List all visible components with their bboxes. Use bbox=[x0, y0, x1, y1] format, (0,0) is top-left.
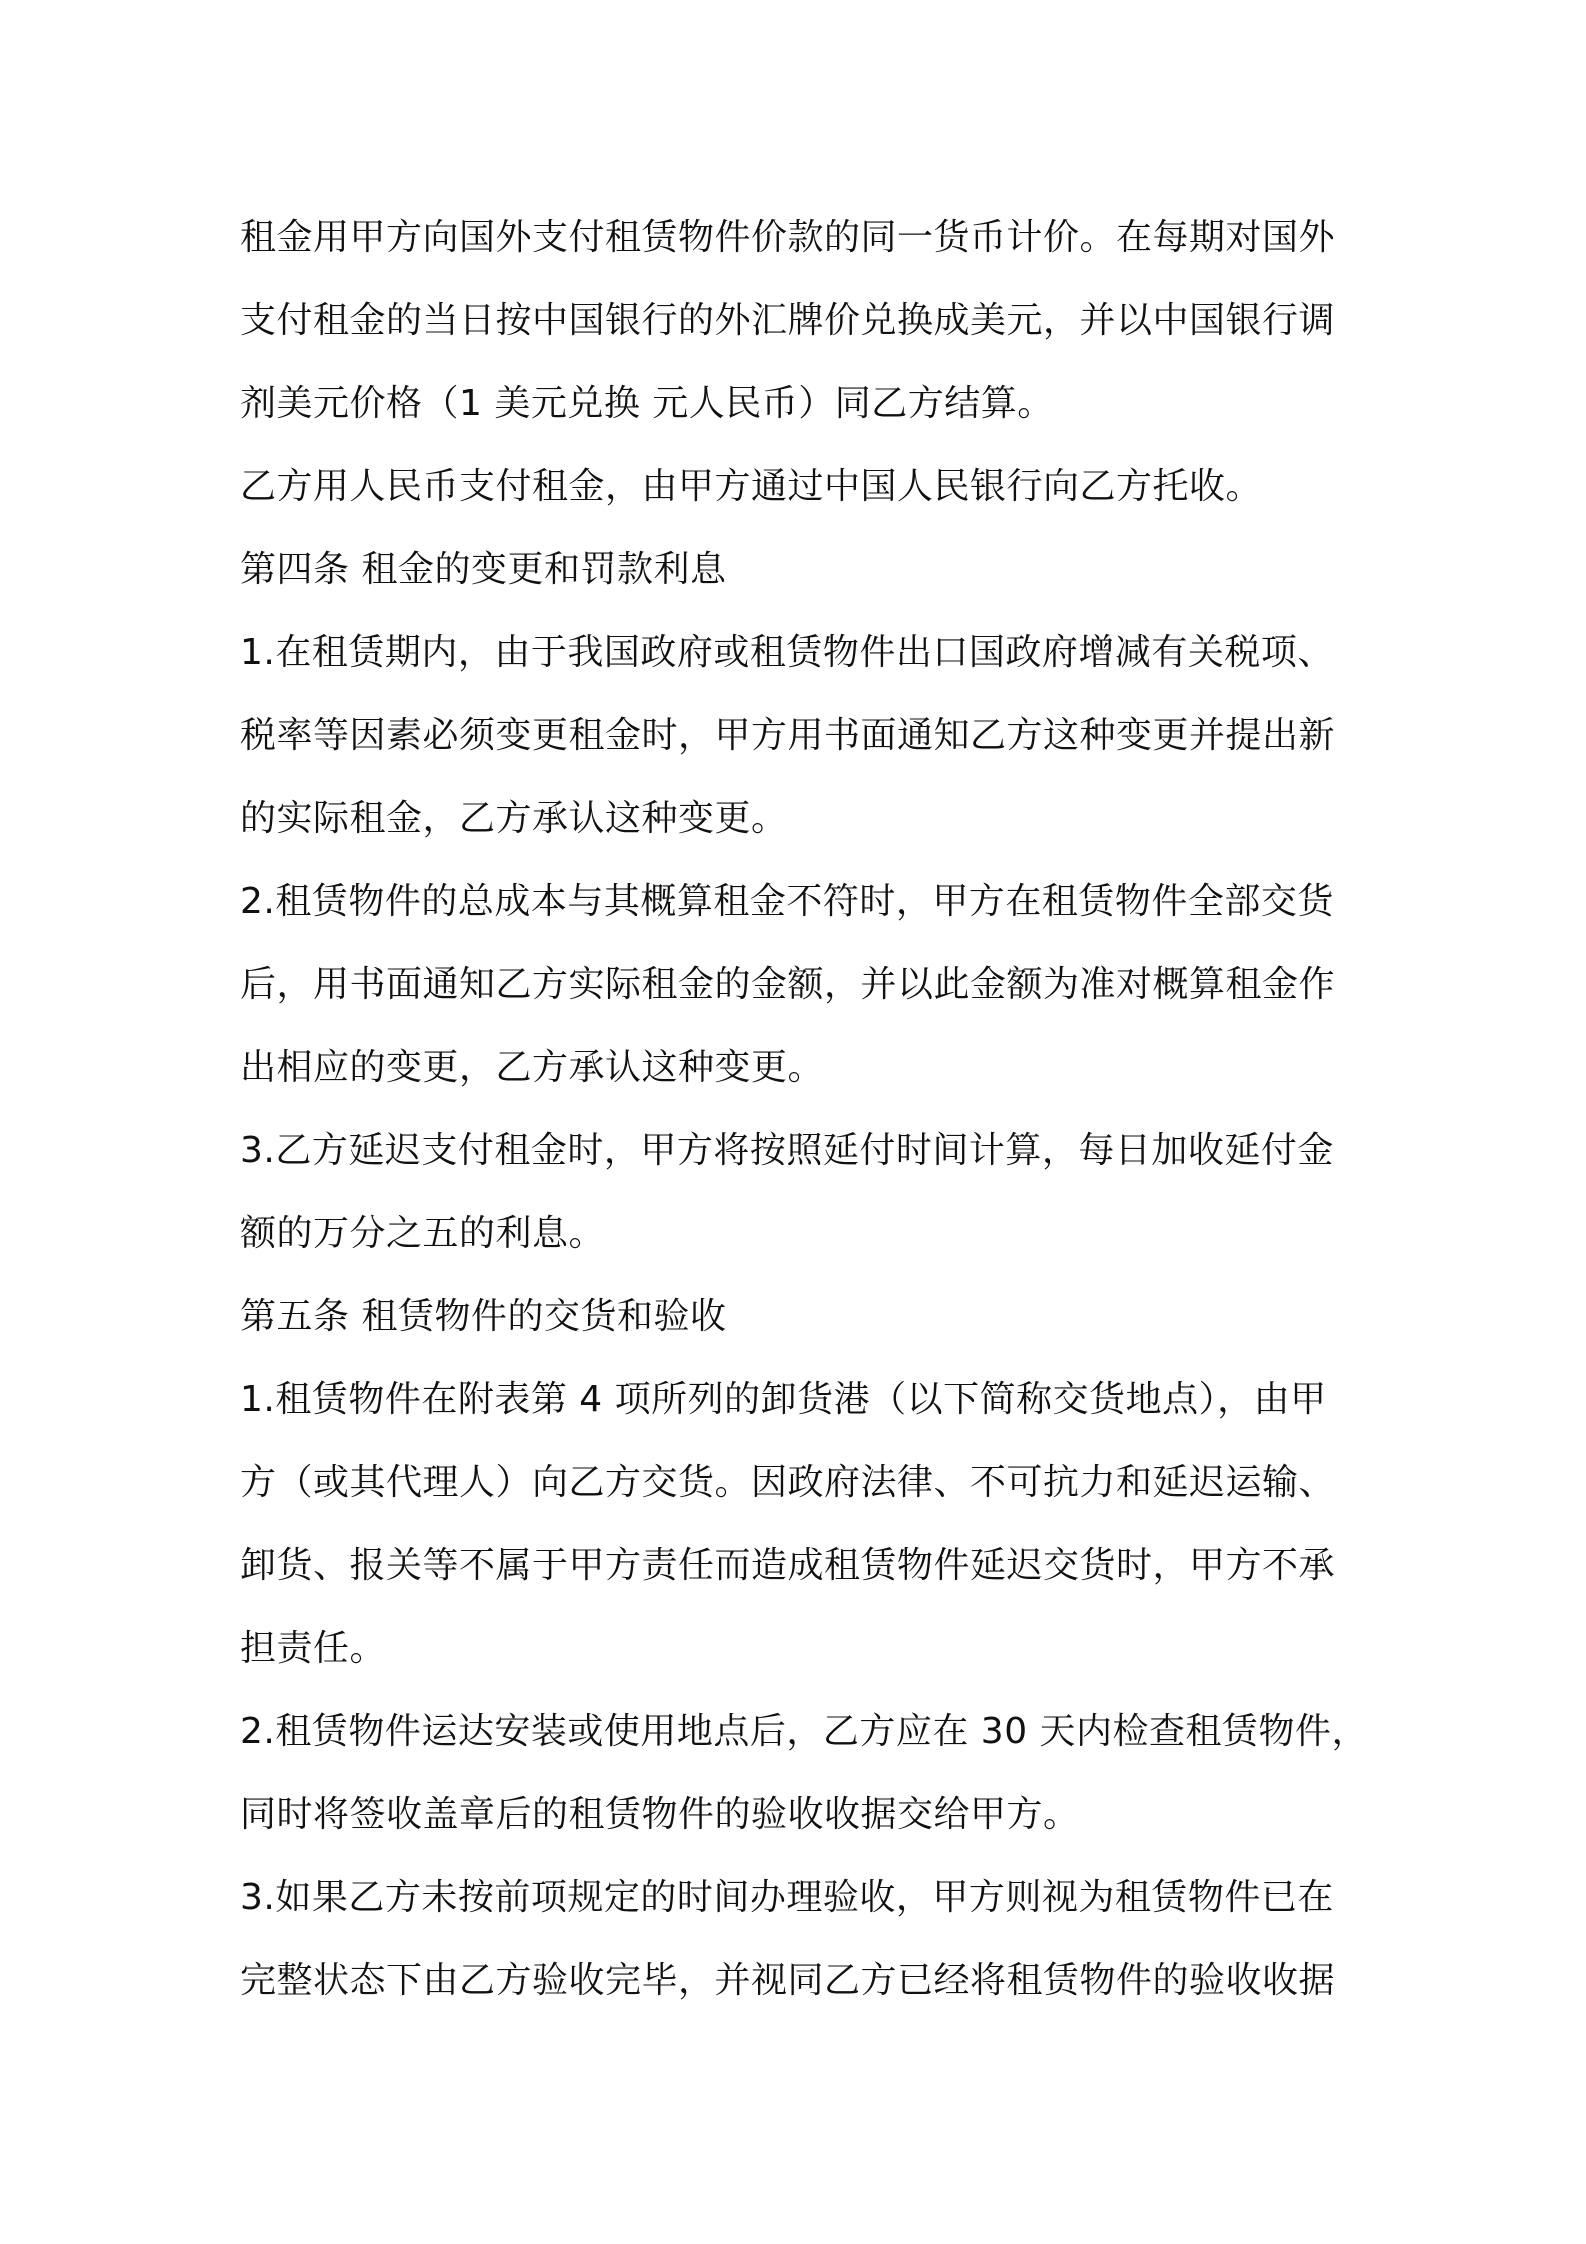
text-line: 3.乙方延迟支付租金时，甲方将按照延付时间计算，每日加收延付金 bbox=[240, 1130, 1334, 1171]
text-line: 的实际租金，乙方承认这种变更。 bbox=[240, 798, 788, 839]
text-line: 税率等因素必须变更租金时，甲方用书面通知乙方这种变更并提出新 bbox=[240, 715, 1336, 756]
text-line: 2.租赁物件的总成本与其概算租金不符时，甲方在租赁物件全部交货 bbox=[240, 881, 1334, 922]
text-line: 额的万分之五的利息。 bbox=[240, 1213, 606, 1254]
document-body bbox=[240, 196, 1369, 2022]
text-line: 完整状态下由乙方验收完毕，并视同乙方已经将租赁物件的验收收据 bbox=[240, 1960, 1336, 2001]
text-line: 同时将签收盖章后的租赁物件的验收收据交给甲方。 bbox=[240, 1794, 1080, 1835]
text-line: 2.租赁物件运达安装或使用地点后，乙方应在 30 天内检查租赁物件， bbox=[240, 1711, 1369, 1752]
text-line: 1.在租赁期内，由于我国政府或租赁物件出口国政府增减有关税项、 bbox=[240, 632, 1334, 673]
text-line: 后，用书面通知乙方实际租金的金额，并以此金额为准对概算租金作 bbox=[240, 964, 1336, 1005]
text-line: 卸货、报关等不属于甲方责任而造成租赁物件延迟交货时，甲方不承 bbox=[240, 1545, 1336, 1586]
section-heading: 第五条 租赁物件的交货和验收 bbox=[240, 1296, 727, 1337]
text-line: 剂美元价格（1 美元兑换 元人民币）同乙方结算。 bbox=[240, 383, 1054, 424]
text-line: 乙方用人民币支付租金，由甲方通过中国人民银行向乙方托收。 bbox=[240, 466, 1263, 507]
text-line: 出相应的变更，乙方承认这种变更。 bbox=[240, 1047, 825, 1088]
text-line: 1.租赁物件在附表第 4 项所列的卸货港（以下简称交货地点），由甲 bbox=[240, 1379, 1327, 1420]
text-line: 租金用甲方向国外支付租赁物件价款的同一货币计价。在每期对国外 bbox=[240, 217, 1336, 258]
text-line: 支付租金的当日按中国银行的外汇牌价兑换成美元，并以中国银行调 bbox=[240, 300, 1336, 341]
text-line: 3.如果乙方未按前项规定的时间办理验收，甲方则视为租赁物件已在 bbox=[240, 1877, 1334, 1918]
section-heading: 第四条 租金的变更和罚款利息 bbox=[240, 549, 727, 590]
text-line: 方（或其代理人）向乙方交货。因政府法律、不可抗力和延迟运输、 bbox=[240, 1462, 1336, 1503]
text-line: 担责任。 bbox=[240, 1628, 387, 1669]
